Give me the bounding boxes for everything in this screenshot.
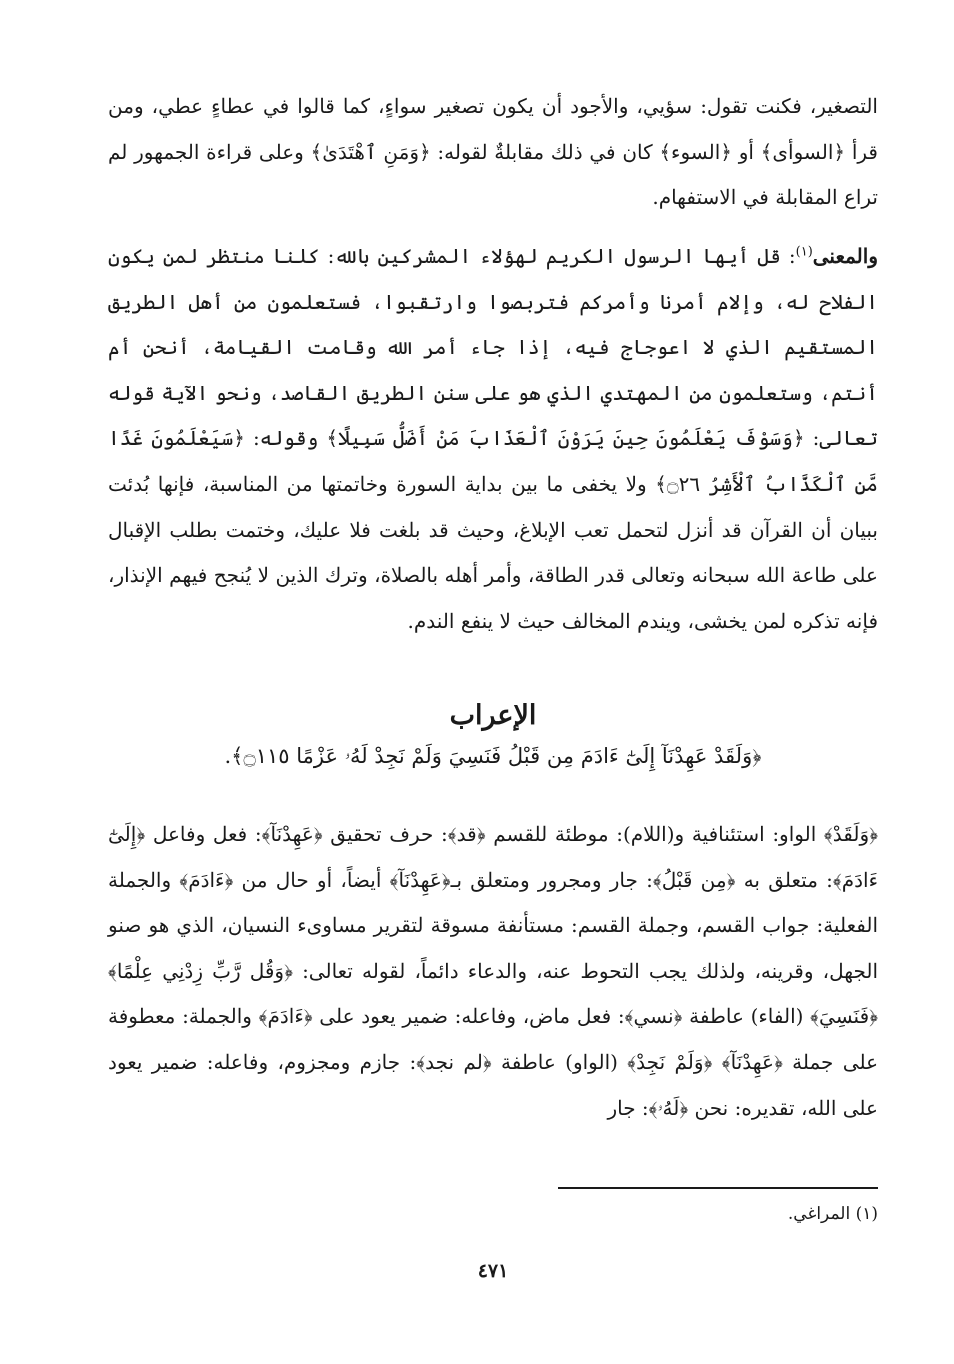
meaning-text: : قل أيها الرسول الكريم لهؤلاء المشركين بالله: كلنا منتظر لمن يكون الفلاح له، وإلام أمرنا وأمركم فتربصوا وارتقبوا، فستعلمون من أهل الطريق المستقيم الذي لا اعوجاج فيه، إذا جاء أمر الله وقامت القيامة، أنحن أم أنتم، وستعلمون من المهتدي الذي هو على سنن الطريق القاصد، ونحو الآية قوله تعالى: ﴿وَسَوْفَ يَعْلَمُونَ حِينَ يَرَوْنَ ٱلْعَذَابَ مَنْ أَضَلُّ سَبِيلًا﴾ وقوله: ﴿سَيَعْلَمُونَ غَدًا مَّنِ ٱلْكَذَّابُ ٱلْأَشِرُ ۝٢٦﴾ ولا يخفى ما بين بداية السورة وخاتمتها من المناسبة، فإنها بُدئت ببيان أن القرآن قد أنزل لتحمل تعب الإبلاغ، وحيث قد بلغت فلا عليك، وختمت بطلب الإقبال على طاعة الله سبحانه وتعالى قدر الطاقة، وأمر أهله بالصلاة، وترك الذين لا يُنجح فيهم الإنذار، فإنه تذكره لمن يخشى، ويندم المخالف حيث لا ينفع الندم. [108, 244, 878, 633]
meaning-lead-word: والمعنى [812, 244, 878, 268]
footnote-divider [558, 1187, 878, 1189]
footnote-marker: (١) [795, 244, 813, 260]
paragraph-grammar: ﴿وَلَقَدْ﴾ الواو: استئنافية و(اللام): موطئة للقسم ﴿قد﴾: حرف تحقيق ﴿عَهِدْنَآ﴾: فعل وفاعل ﴿إِلَىٰٓ ءَادَمَ﴾: متعلق به ﴿مِن قَبْلُ﴾: جار ومجرور ومتعلق بـ﴿عَهِدْنَآ﴾ أيضاً، أو حال من ﴿ءَادَمَ﴾ والجملة الفعلية: جواب القسم، وجملة القسم: مستأنفة مسوقة لتقرير مساوىء النسيان، الذي هو صنو الجهل، وقرينه، ولذلك يجب التحوط عنه، والدعاء دائماً، لقوله تعالى: ﴿وَقُل رَّبِّ زِدْنِي عِلْمًا﴾ ﴿فَنَسِيَ﴾ (الفاء) عاطفة ﴿نسي﴾: فعل ماض، وفاعله: ضمير يعود على ﴿ءَادَمَ﴾ والجملة: معطوفة على جملة ﴿عَهِدْنَآ﴾ ﴿وَلَمْ نَجِدْ﴾ (الواو) عاطفة ﴿لم نجد﴾: جازم ومجزوم، وفاعله: ضمير يعود على الله، تقديره: نحن ﴿لَهُۥ﴾: جار [108, 822, 878, 1120]
section-title: الإعراب [449, 700, 537, 731]
paragraph-meaning [108, 234, 878, 644]
quran-verse: ﴿وَلَقَدْ عَهِدْنَآ إِلَىٰٓ ءَادَمَ مِن قَبْلُ فَنَسِيَ وَلَمْ نَجِدْ لَهُۥ عَزْمًا ۝١١٥﴾. [224, 744, 762, 768]
paragraph-intro: التصغير، فكنت تقول: سؤيي، والأجود أن يكون تصغير سواءٍ، كما قالوا في عطاءٍ عطي، ومن قرأ ﴿السوأى﴾ أو ﴿السوء﴾ كان في ذلك مقابلةٌ لقوله: ﴿وَمَنِ ٱهْتَدَىٰ﴾ وعلى قراءة الجمهور لم تراع المقابلة في الاستفهام. [108, 94, 878, 210]
footnote: (١) المراغي. [787, 1204, 878, 1224]
page-number: ٤٧١ [477, 1260, 509, 1282]
